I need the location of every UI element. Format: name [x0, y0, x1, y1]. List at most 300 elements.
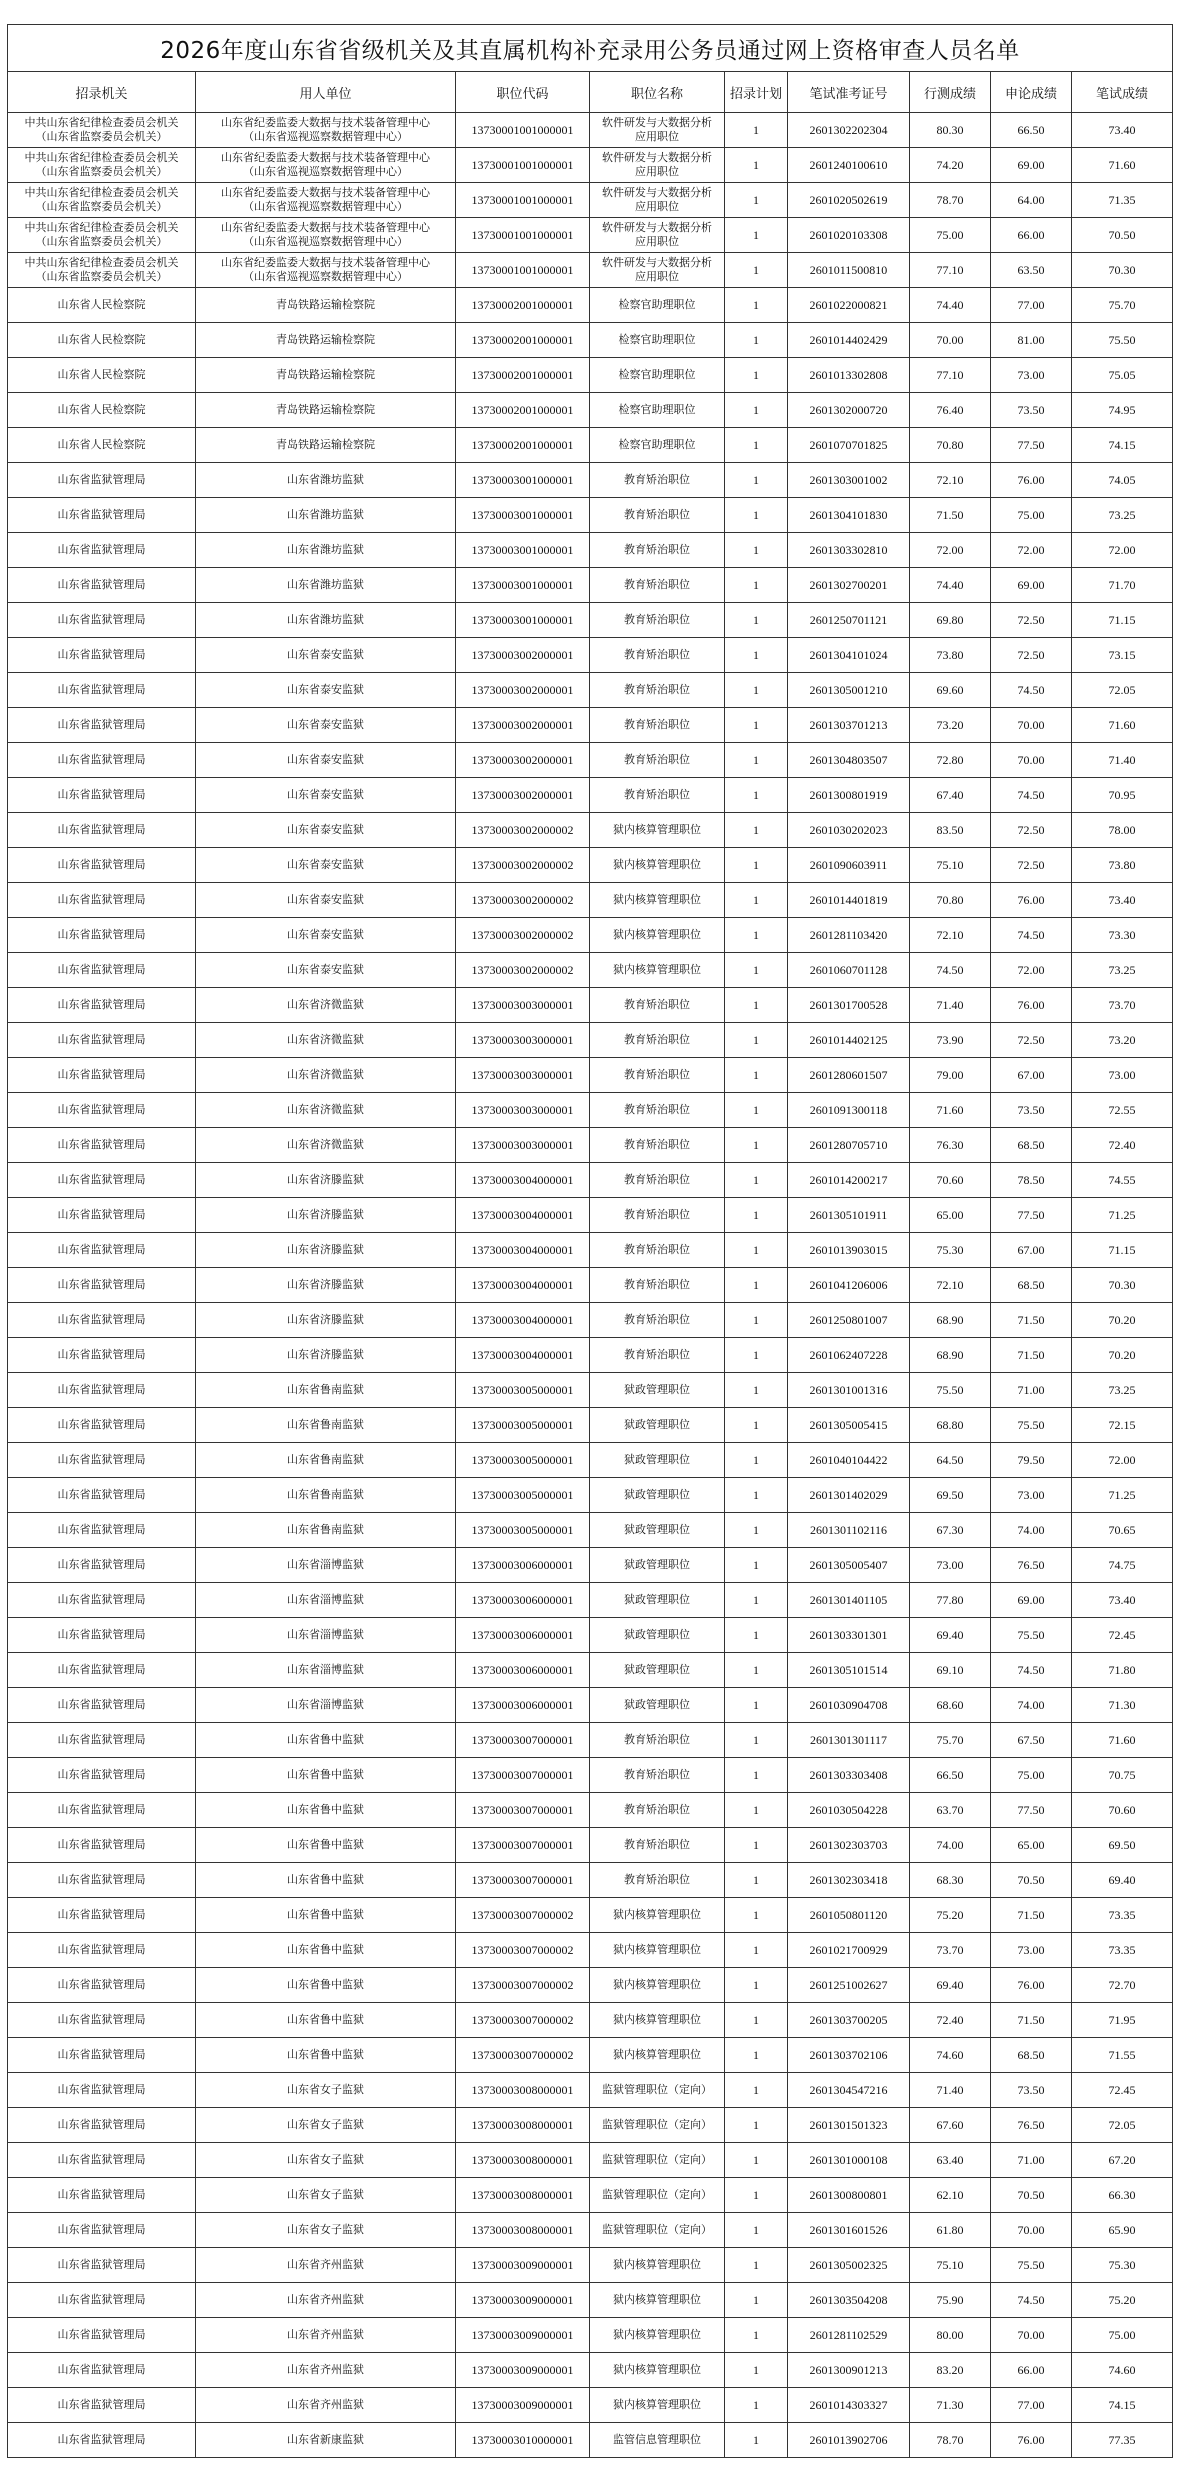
- cell-quota: 1: [725, 1023, 788, 1058]
- cell-recruiting-agency: [8, 2388, 196, 2423]
- cell-essay-score: 71.50: [991, 1898, 1072, 1933]
- cell-employer: [196, 953, 456, 988]
- cell-written-score: 73.40: [1072, 883, 1173, 918]
- cell-exam-number: 2601020103308: [788, 218, 910, 253]
- cell-employer: [196, 708, 456, 743]
- cell-written-score: 70.50: [1072, 218, 1173, 253]
- cell-exam-number: 2601304101024: [788, 638, 910, 673]
- cell-essay-score: 72.50: [991, 603, 1072, 638]
- header-aptitude-score: 行测成绩: [910, 72, 991, 113]
- cell-employer: [196, 1093, 456, 1128]
- cell-quota: 1: [725, 2318, 788, 2353]
- cell-exam-number: 2601301401105: [788, 1583, 910, 1618]
- cell-position-name: [590, 2388, 725, 2423]
- table-row: [8, 1548, 1173, 1583]
- cell-position-name: [590, 1233, 725, 1268]
- cell-exam-number: 2601303702106: [788, 2038, 910, 2073]
- agency-line-1: 山东省监狱管理局: [57, 2328, 146, 2341]
- cell-quota: 1: [725, 1898, 788, 1933]
- agency-line-1: 山东省监狱管理局: [57, 753, 146, 766]
- position-line-1: 狱内核算管理职位: [613, 928, 701, 941]
- position-line-1: 教育矫治职位: [624, 1033, 690, 1046]
- cell-aptitude-score: 70.00: [910, 323, 991, 358]
- position-line-1: 检察官助理职位: [618, 333, 696, 346]
- cell-employer: [196, 253, 456, 288]
- employer-line-2: （山东省巡视巡察数据管理中心）: [243, 235, 408, 248]
- cell-quota: 1: [725, 2073, 788, 2108]
- cell-quota: 1: [725, 1548, 788, 1583]
- cell-written-score: 71.15: [1072, 603, 1173, 638]
- agency-line-1: 山东省监狱管理局: [57, 1663, 146, 1676]
- cell-quota: 1: [725, 1058, 788, 1093]
- employer-line-1: 山东省齐州监狱: [287, 2293, 364, 2306]
- table-row: [8, 253, 1173, 288]
- cell-essay-score: 72.00: [991, 533, 1072, 568]
- position-line-1: 监狱管理职位（定向）: [602, 2188, 712, 2201]
- cell-position-name: [590, 218, 725, 253]
- cell-employer: [196, 393, 456, 428]
- cell-written-score: 71.60: [1072, 148, 1173, 183]
- cell-position-name: [590, 638, 725, 673]
- employer-line-1: 山东省鲁南监狱: [287, 1523, 364, 1536]
- cell-recruiting-agency: [8, 673, 196, 708]
- table-row: [8, 2178, 1173, 2213]
- cell-position-name: [590, 2038, 725, 2073]
- cell-quota: 1: [725, 1723, 788, 1758]
- cell-recruiting-agency: [8, 1758, 196, 1793]
- employer-line-1: 青岛铁路运输检察院: [276, 333, 375, 346]
- cell-employer: [196, 848, 456, 883]
- table-row: [8, 778, 1173, 813]
- agency-line-1: 山东省监狱管理局: [57, 648, 146, 661]
- cell-recruiting-agency: [8, 1163, 196, 1198]
- position-line-1: 狱内核算管理职位: [613, 1908, 701, 1921]
- cell-quota: 1: [725, 1443, 788, 1478]
- cell-recruiting-agency: [8, 1898, 196, 1933]
- cell-recruiting-agency: [8, 428, 196, 463]
- cell-employer: [196, 1408, 456, 1443]
- cell-position-code: 13730003002000001: [456, 638, 590, 673]
- cell-essay-score: 67.00: [991, 1058, 1072, 1093]
- cell-exam-number: 2601302700201: [788, 568, 910, 603]
- position-line-1: 教育矫治职位: [624, 718, 690, 731]
- table-row: [8, 113, 1173, 148]
- agency-line-1: 山东省监狱管理局: [57, 683, 146, 696]
- cell-quota: 1: [725, 2248, 788, 2283]
- position-line-1: 狱内核算管理职位: [613, 2293, 701, 2306]
- cell-recruiting-agency: [8, 1968, 196, 2003]
- position-line-1: 教育矫治职位: [624, 1103, 690, 1116]
- employer-line-2: （山东省巡视巡察数据管理中心）: [243, 200, 408, 213]
- position-line-1: 狱政管理职位: [624, 1488, 690, 1501]
- table-row: [8, 1583, 1173, 1618]
- cell-position-code: 13730003009000001: [456, 2248, 590, 2283]
- cell-position-code: 13730003005000001: [456, 1513, 590, 1548]
- cell-position-code: 13730003005000001: [456, 1478, 590, 1513]
- cell-written-score: 73.25: [1072, 1373, 1173, 1408]
- cell-employer: [196, 778, 456, 813]
- cell-quota: 1: [725, 1478, 788, 1513]
- cell-exam-number: 2601280705710: [788, 1128, 910, 1163]
- position-line-1: 狱内核算管理职位: [613, 2328, 701, 2341]
- agency-line-1: 山东省监狱管理局: [57, 1698, 146, 1711]
- table-row: [8, 568, 1173, 603]
- cell-essay-score: 72.50: [991, 638, 1072, 673]
- employer-line-1: 山东省鲁南监狱: [287, 1418, 364, 1431]
- cell-exam-number: 2601040104422: [788, 1443, 910, 1478]
- cell-employer: [196, 2318, 456, 2353]
- cell-essay-score: 75.00: [991, 1758, 1072, 1793]
- cell-position-code: 13730003003000001: [456, 1058, 590, 1093]
- cell-employer: [196, 988, 456, 1023]
- position-line-1: 监狱管理职位（定向）: [602, 2223, 712, 2236]
- table-row: [8, 428, 1173, 463]
- cell-position-code: 13730003007000001: [456, 1828, 590, 1863]
- agency-line-1: 山东省监狱管理局: [57, 1733, 146, 1746]
- cell-aptitude-score: 69.10: [910, 1653, 991, 1688]
- employer-line-1: 山东省鲁中监狱: [287, 1768, 364, 1781]
- cell-aptitude-score: 63.40: [910, 2143, 991, 2178]
- cell-recruiting-agency: [8, 1268, 196, 1303]
- cell-essay-score: 70.00: [991, 2318, 1072, 2353]
- cell-quota: 1: [725, 463, 788, 498]
- agency-line-1: 山东省监狱管理局: [57, 1838, 146, 1851]
- employer-line-1: 山东省潍坊监狱: [287, 508, 364, 521]
- position-line-2: 应用职位: [635, 235, 679, 248]
- cell-written-score: 71.30: [1072, 1688, 1173, 1723]
- cell-aptitude-score: 77.10: [910, 253, 991, 288]
- employer-line-1: 山东省新康监狱: [287, 2433, 364, 2446]
- cell-position-name: [590, 708, 725, 743]
- agency-line-1: 山东省人民检察院: [57, 438, 146, 451]
- cell-recruiting-agency: [8, 1338, 196, 1373]
- employer-line-1: 山东省鲁中监狱: [287, 1838, 364, 1851]
- cell-recruiting-agency: [8, 1093, 196, 1128]
- cell-exam-number: 2601013903015: [788, 1233, 910, 1268]
- table-row: [8, 638, 1173, 673]
- cell-employer: [196, 883, 456, 918]
- cell-exam-number: 2601070701825: [788, 428, 910, 463]
- cell-recruiting-agency: [8, 288, 196, 323]
- table-row: [8, 1128, 1173, 1163]
- cell-employer: [196, 1968, 456, 2003]
- cell-aptitude-score: 68.60: [910, 1688, 991, 1723]
- cell-recruiting-agency: [8, 2178, 196, 2213]
- cell-position-name: [590, 603, 725, 638]
- table-row: [8, 813, 1173, 848]
- cell-employer: [196, 1758, 456, 1793]
- cell-exam-number: 2601021700929: [788, 1933, 910, 1968]
- cell-quota: 1: [725, 1933, 788, 1968]
- cell-position-name: [590, 533, 725, 568]
- cell-written-score: 74.55: [1072, 1163, 1173, 1198]
- agency-line-1: 山东省人民检察院: [57, 368, 146, 381]
- cell-position-code: 13730003005000001: [456, 1443, 590, 1478]
- table-row: [8, 2248, 1173, 2283]
- cell-aptitude-score: 69.50: [910, 1478, 991, 1513]
- cell-recruiting-agency: [8, 1373, 196, 1408]
- employer-line-1: 山东省淄博监狱: [287, 1593, 364, 1606]
- cell-written-score: 75.70: [1072, 288, 1173, 323]
- cell-employer: [196, 1793, 456, 1828]
- agency-line-1: 山东省监狱管理局: [57, 963, 146, 976]
- cell-exam-number: 2601011500810: [788, 253, 910, 288]
- cell-position-name: [590, 2178, 725, 2213]
- cell-written-score: 73.35: [1072, 1898, 1173, 1933]
- agency-line-1: 山东省监狱管理局: [57, 613, 146, 626]
- agency-line-1: 山东省监狱管理局: [57, 1418, 146, 1431]
- cell-position-code: 13730003007000001: [456, 1863, 590, 1898]
- table-row: [8, 918, 1173, 953]
- cell-position-name: [590, 813, 725, 848]
- cell-aptitude-score: 73.90: [910, 1023, 991, 1058]
- cell-recruiting-agency: [8, 708, 196, 743]
- cell-position-name: [590, 113, 725, 148]
- cell-position-code: 13730003003000001: [456, 1128, 590, 1163]
- table-row: [8, 2213, 1173, 2248]
- table-row: [8, 2003, 1173, 2038]
- cell-recruiting-agency: [8, 1023, 196, 1058]
- employer-line-1: 山东省女子监狱: [287, 2188, 364, 2201]
- position-line-1: 监狱管理职位（定向）: [602, 2118, 712, 2131]
- cell-employer: [196, 2038, 456, 2073]
- cell-written-score: 74.15: [1072, 2388, 1173, 2423]
- table-row: [8, 1933, 1173, 1968]
- agency-line-1: 山东省监狱管理局: [57, 1523, 146, 1536]
- cell-position-code: 13730003004000001: [456, 1338, 590, 1373]
- cell-aptitude-score: 67.40: [910, 778, 991, 813]
- cell-position-name: [590, 2108, 725, 2143]
- cell-essay-score: 76.00: [991, 1968, 1072, 2003]
- cell-quota: 1: [725, 498, 788, 533]
- cell-aptitude-score: 77.80: [910, 1583, 991, 1618]
- table-row: [8, 288, 1173, 323]
- cell-position-name: [590, 288, 725, 323]
- cell-position-name: [590, 953, 725, 988]
- cell-position-code: 13730002001000001: [456, 393, 590, 428]
- cell-recruiting-agency: [8, 1478, 196, 1513]
- employer-line-1: 山东省鲁中监狱: [287, 1803, 364, 1816]
- cell-aptitude-score: 75.20: [910, 1898, 991, 1933]
- cell-essay-score: 76.50: [991, 1548, 1072, 1583]
- cell-position-code: 13730003006000001: [456, 1688, 590, 1723]
- cell-quota: 1: [725, 1198, 788, 1233]
- cell-exam-number: 2601280601507: [788, 1058, 910, 1093]
- cell-employer: [196, 428, 456, 463]
- cell-employer: [196, 673, 456, 708]
- cell-written-score: 73.70: [1072, 988, 1173, 1023]
- cell-essay-score: 71.50: [991, 1338, 1072, 1373]
- cell-position-name: [590, 883, 725, 918]
- cell-written-score: 73.00: [1072, 1058, 1173, 1093]
- employer-line-1: 山东省鲁南监狱: [287, 1453, 364, 1466]
- cell-exam-number: 2601303700205: [788, 2003, 910, 2038]
- table-row: [8, 1723, 1173, 1758]
- cell-quota: 1: [725, 1303, 788, 1338]
- agency-line-1: 山东省监狱管理局: [57, 1628, 146, 1641]
- cell-recruiting-agency: [8, 2143, 196, 2178]
- agency-line-2: （山东省监察委员会机关）: [35, 200, 168, 213]
- employer-line-1: 山东省泰安监狱: [287, 753, 364, 766]
- table-header-row: [8, 72, 1173, 113]
- agency-line-1: 山东省监狱管理局: [57, 1593, 146, 1606]
- cell-recruiting-agency: [8, 743, 196, 778]
- cell-written-score: 75.05: [1072, 358, 1173, 393]
- employer-line-1: 山东省齐州监狱: [287, 2328, 364, 2341]
- cell-recruiting-agency: [8, 2038, 196, 2073]
- employer-line-1: 山东省济滕监狱: [287, 1173, 364, 1186]
- cell-quota: 1: [725, 428, 788, 463]
- agency-line-1: 山东省监狱管理局: [57, 1383, 146, 1396]
- cell-essay-score: 75.00: [991, 498, 1072, 533]
- cell-written-score: 70.30: [1072, 1268, 1173, 1303]
- agency-line-1: 山东省监狱管理局: [57, 508, 146, 521]
- cell-essay-score: 72.50: [991, 848, 1072, 883]
- cell-employer: [196, 1933, 456, 1968]
- cell-recruiting-agency: [8, 358, 196, 393]
- agency-line-1: 山东省监狱管理局: [57, 1978, 146, 1991]
- cell-exam-number: 2601251002627: [788, 1968, 910, 2003]
- position-line-1: 教育矫治职位: [624, 1173, 690, 1186]
- cell-quota: 1: [725, 2283, 788, 2318]
- cell-written-score: 73.35: [1072, 1933, 1173, 1968]
- table-body: [8, 113, 1173, 2458]
- cell-essay-score: 64.00: [991, 183, 1072, 218]
- cell-written-score: 72.15: [1072, 1408, 1173, 1443]
- position-line-1: 教育矫治职位: [624, 1313, 690, 1326]
- table-row: [8, 1863, 1173, 1898]
- cell-aptitude-score: 72.80: [910, 743, 991, 778]
- employer-line-1: 山东省泰安监狱: [287, 683, 364, 696]
- position-line-1: 教育矫治职位: [624, 1873, 690, 1886]
- cell-exam-number: 2601250701121: [788, 603, 910, 638]
- cell-recruiting-agency: [8, 1058, 196, 1093]
- cell-position-code: 13730003009000001: [456, 2318, 590, 2353]
- cell-recruiting-agency: [8, 1233, 196, 1268]
- cell-position-code: 13730003002000002: [456, 918, 590, 953]
- employer-line-1: 青岛铁路运输检察院: [276, 438, 375, 451]
- position-line-1: 狱政管理职位: [624, 1593, 690, 1606]
- cell-position-code: 13730003002000001: [456, 743, 590, 778]
- cell-exam-number: 2601302303418: [788, 1863, 910, 1898]
- cell-exam-number: 2601304101830: [788, 498, 910, 533]
- cell-essay-score: 77.50: [991, 1793, 1072, 1828]
- agency-line-1: 山东省监狱管理局: [57, 1348, 146, 1361]
- cell-aptitude-score: 75.10: [910, 2248, 991, 2283]
- cell-essay-score: 72.50: [991, 1023, 1072, 1058]
- cell-essay-score: 66.00: [991, 218, 1072, 253]
- cell-position-name: [590, 743, 725, 778]
- cell-essay-score: 74.50: [991, 673, 1072, 708]
- cell-position-name: [590, 1338, 725, 1373]
- cell-employer: [196, 918, 456, 953]
- cell-aptitude-score: 70.80: [910, 428, 991, 463]
- cell-exam-number: 2601020502619: [788, 183, 910, 218]
- position-line-1: 监狱管理职位（定向）: [602, 2153, 712, 2166]
- position-line-1: 狱政管理职位: [624, 1558, 690, 1571]
- cell-written-score: 70.30: [1072, 253, 1173, 288]
- table-row: [8, 953, 1173, 988]
- position-line-1: 教育矫治职位: [624, 1733, 690, 1746]
- cell-exam-number: 2601250801007: [788, 1303, 910, 1338]
- cell-recruiting-agency: [8, 533, 196, 568]
- cell-aptitude-score: 74.40: [910, 568, 991, 603]
- cell-employer: [196, 568, 456, 603]
- employer-line-1: 山东省鲁南监狱: [287, 1488, 364, 1501]
- cell-exam-number: 2601302202304: [788, 113, 910, 148]
- agency-line-1: 山东省监狱管理局: [57, 1208, 146, 1221]
- position-line-1: 狱内核算管理职位: [613, 823, 701, 836]
- cell-essay-score: 68.50: [991, 1268, 1072, 1303]
- agency-line-1: 山东省监狱管理局: [57, 1313, 146, 1326]
- cell-exam-number: 2601091300118: [788, 1093, 910, 1128]
- position-line-1: 教育矫治职位: [624, 753, 690, 766]
- cell-position-name: [590, 673, 725, 708]
- cell-position-code: 13730003005000001: [456, 1373, 590, 1408]
- cell-position-code: 13730002001000001: [456, 288, 590, 323]
- header-position-code: 职位代码: [456, 72, 590, 113]
- employer-line-1: 山东省女子监狱: [287, 2223, 364, 2236]
- cell-position-code: 13730003003000001: [456, 988, 590, 1023]
- cell-position-code: 13730003001000001: [456, 463, 590, 498]
- position-line-1: 教育矫治职位: [624, 1243, 690, 1256]
- cell-aptitude-score: 71.40: [910, 2073, 991, 2108]
- cell-exam-number: 2601301601526: [788, 2213, 910, 2248]
- cell-quota: 1: [725, 1793, 788, 1828]
- cell-exam-number: 2601014303327: [788, 2388, 910, 2423]
- table-row: [8, 323, 1173, 358]
- cell-recruiting-agency: [8, 1723, 196, 1758]
- employer-line-1: 青岛铁路运输检察院: [276, 368, 375, 381]
- cell-aptitude-score: 68.90: [910, 1338, 991, 1373]
- agency-line-1: 山东省监狱管理局: [57, 788, 146, 801]
- cell-position-name: [590, 183, 725, 218]
- cell-quota: 1: [725, 848, 788, 883]
- employer-line-1: 山东省泰安监狱: [287, 718, 364, 731]
- agency-line-1: 山东省监狱管理局: [57, 2433, 146, 2446]
- agency-line-1: 山东省监狱管理局: [57, 1103, 146, 1116]
- cell-essay-score: 66.00: [991, 2353, 1072, 2388]
- table-row: [8, 2038, 1173, 2073]
- cell-employer: [196, 1128, 456, 1163]
- agency-line-2: （山东省监察委员会机关）: [35, 130, 168, 143]
- cell-recruiting-agency: [8, 1443, 196, 1478]
- cell-essay-score: 65.00: [991, 1828, 1072, 1863]
- cell-essay-score: 71.00: [991, 2143, 1072, 2178]
- cell-position-code: 13730002001000001: [456, 428, 590, 463]
- cell-quota: 1: [725, 2178, 788, 2213]
- cell-written-score: 71.55: [1072, 2038, 1173, 2073]
- position-line-1: 狱政管理职位: [624, 1698, 690, 1711]
- cell-essay-score: 75.50: [991, 1408, 1072, 1443]
- employer-line-1: 山东省济滕监狱: [287, 1243, 364, 1256]
- cell-employer: [196, 113, 456, 148]
- cell-written-score: 73.20: [1072, 1023, 1173, 1058]
- employer-line-1: 山东省泰安监狱: [287, 858, 364, 871]
- employer-line-1: 山东省淄博监狱: [287, 1663, 364, 1676]
- cell-written-score: 72.00: [1072, 533, 1173, 568]
- table-row: [8, 498, 1173, 533]
- cell-position-code: 13730001001000001: [456, 183, 590, 218]
- table-row: [8, 1023, 1173, 1058]
- cell-aptitude-score: 74.40: [910, 288, 991, 323]
- cell-position-name: [590, 1618, 725, 1653]
- cell-position-name: [590, 1128, 725, 1163]
- cell-quota: 1: [725, 673, 788, 708]
- cell-employer: [196, 813, 456, 848]
- cell-position-code: 13730003004000001: [456, 1198, 590, 1233]
- cell-written-score: 72.40: [1072, 1128, 1173, 1163]
